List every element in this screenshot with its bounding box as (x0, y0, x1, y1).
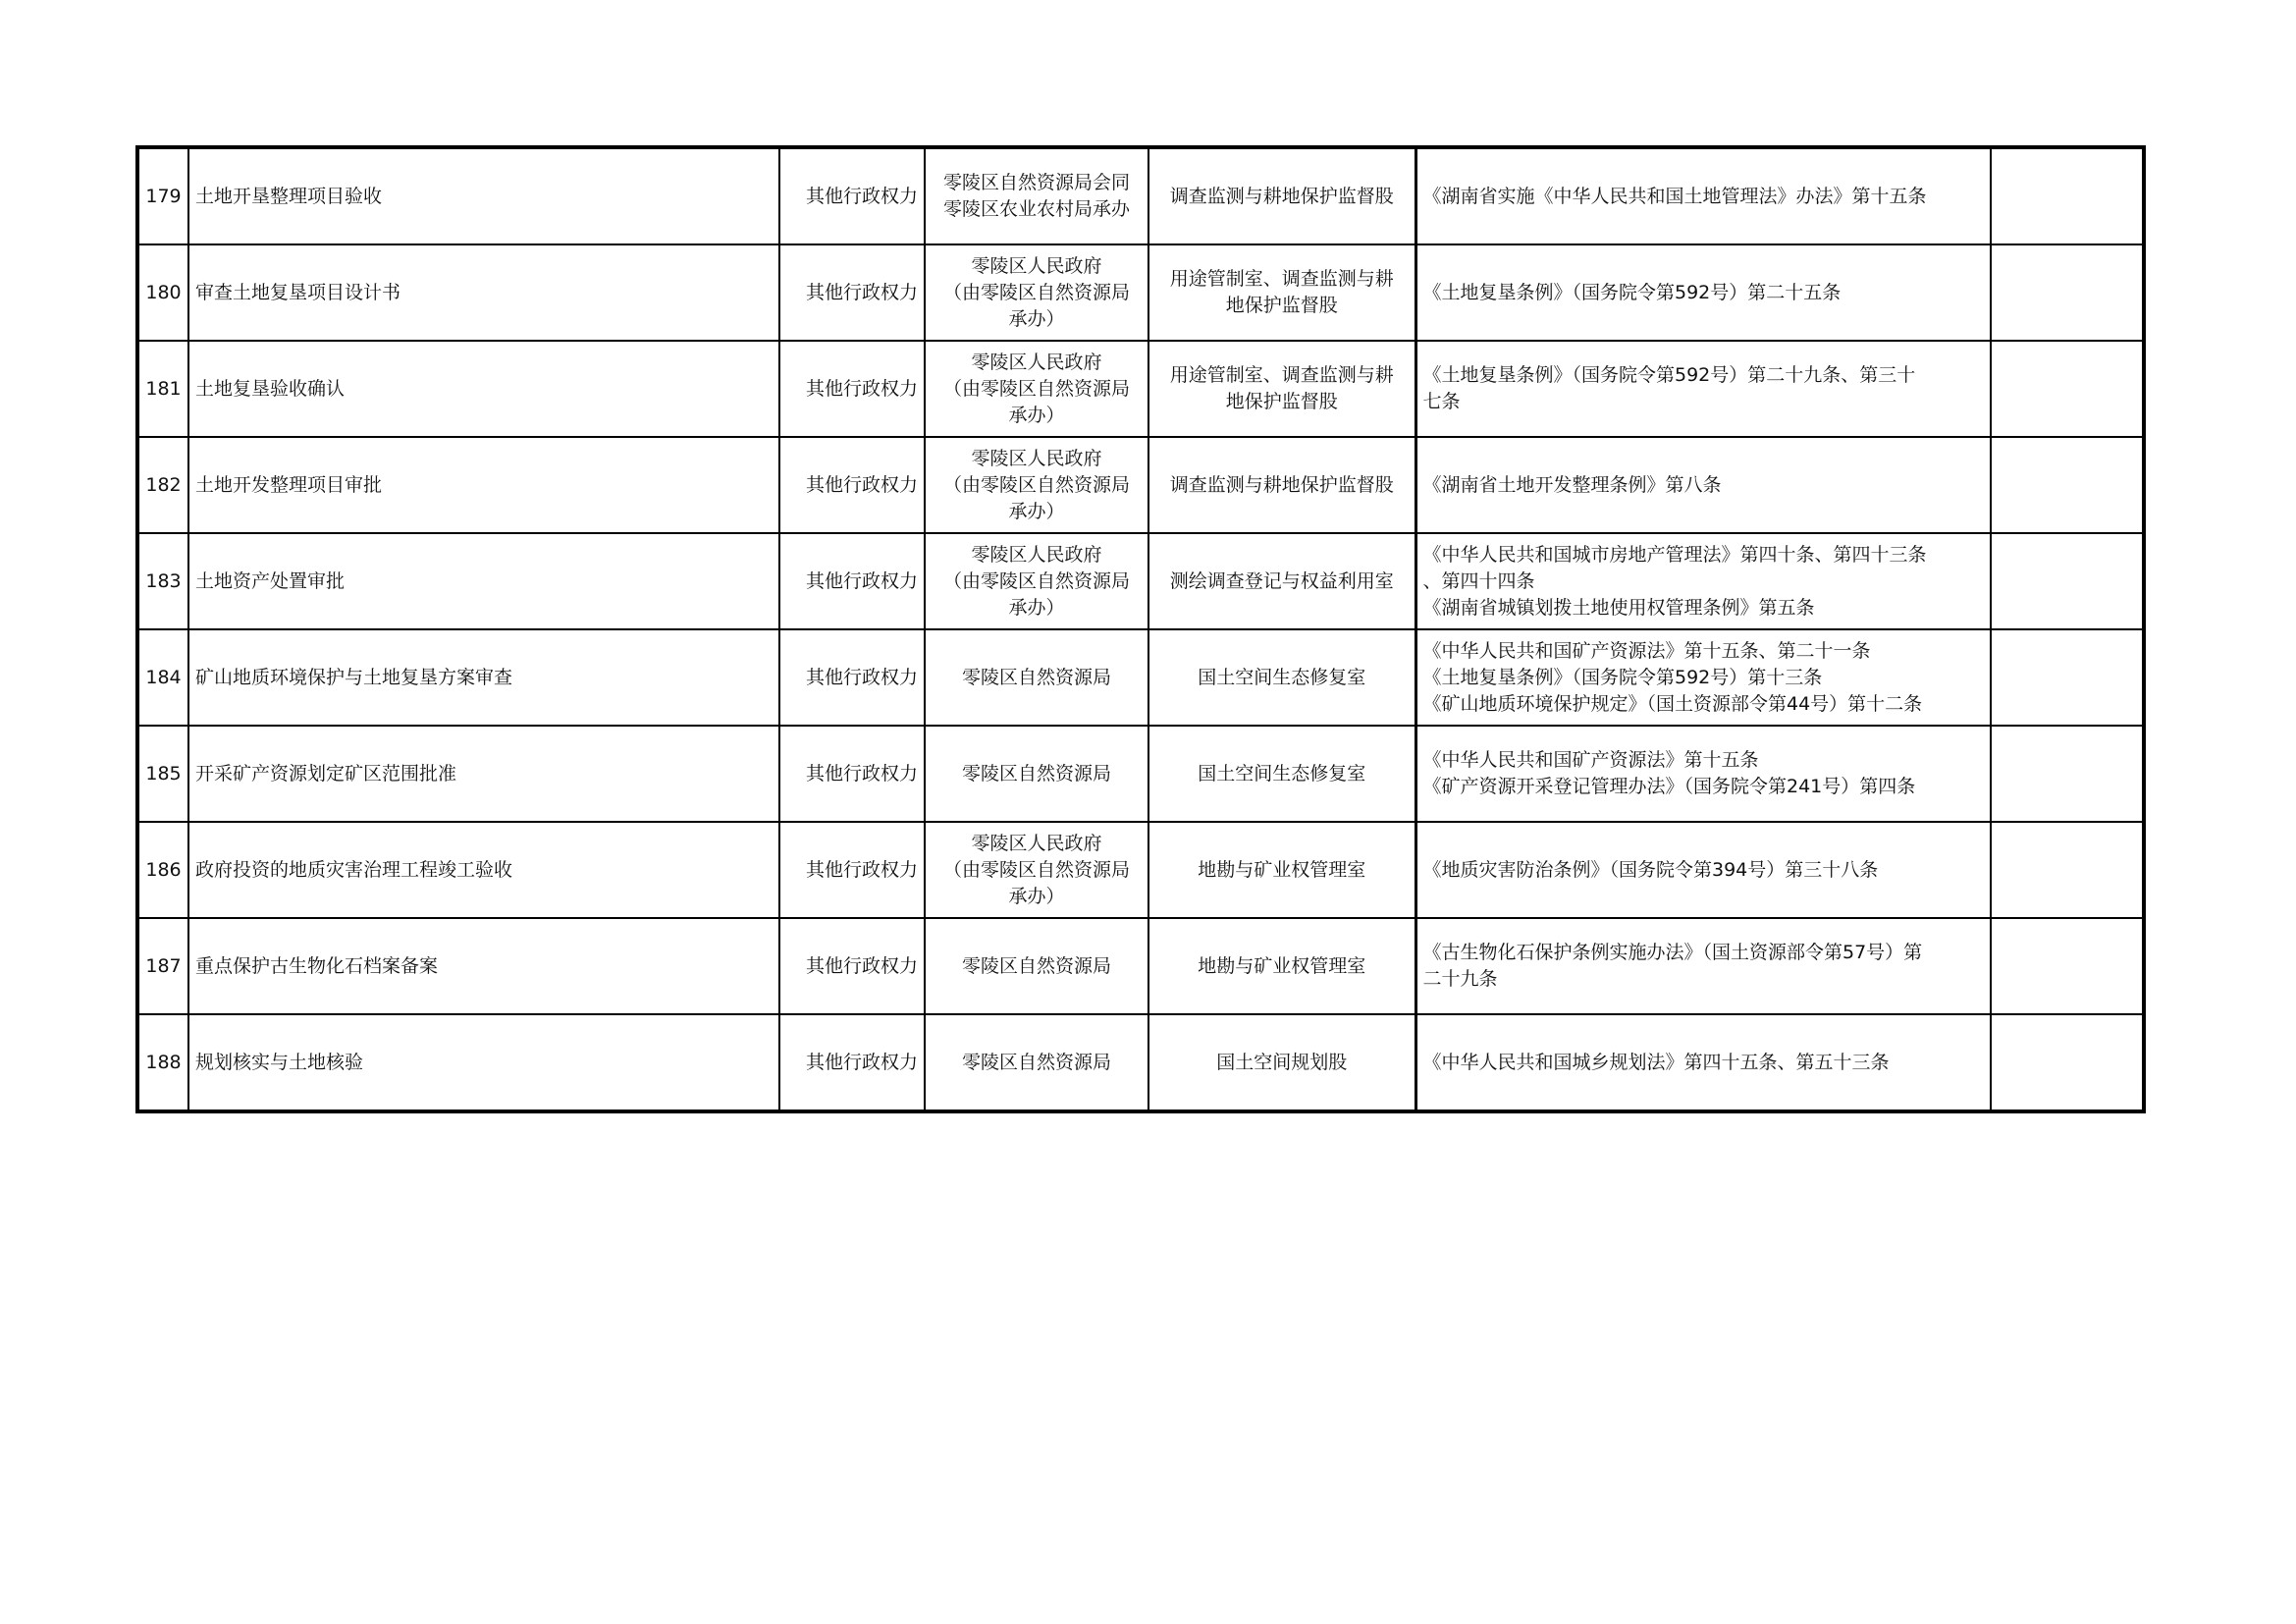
row-number: 181 (137, 341, 188, 437)
item-name: 土地开发整理项目审批 (188, 437, 779, 533)
handling-office: 调查监测与耕地保护监督股 (1148, 437, 1415, 533)
table-row (137, 918, 2144, 1014)
legal-basis: 《古生物化石保护条例实施办法》（国土资源部令第57号）第 二十九条 (1415, 918, 1991, 1014)
remarks (1991, 1014, 2144, 1111)
responsible-department: 零陵区自然资源局 (925, 918, 1148, 1014)
item-name: 土地复垦验收确认 (188, 341, 779, 437)
power-type: 其他行政权力 (779, 918, 925, 1014)
remarks (1991, 533, 2144, 629)
power-list-table (135, 145, 2146, 1113)
table-row (137, 147, 2144, 244)
power-type: 其他行政权力 (779, 726, 925, 822)
row-number: 184 (137, 629, 188, 726)
row-number: 183 (137, 533, 188, 629)
handling-office: 用途管制室、调查监测与耕 地保护监督股 (1148, 244, 1415, 341)
table-body (137, 147, 2144, 1111)
table-row (137, 244, 2144, 341)
power-type: 其他行政权力 (779, 629, 925, 726)
responsible-department: 零陵区人民政府 （由零陵区自然资源局 承办） (925, 533, 1148, 629)
handling-office: 国土空间生态修复室 (1148, 629, 1415, 726)
remarks (1991, 726, 2144, 822)
power-type: 其他行政权力 (779, 437, 925, 533)
handling-office: 国土空间生态修复室 (1148, 726, 1415, 822)
handling-office: 地勘与矿业权管理室 (1148, 822, 1415, 918)
row-number: 180 (137, 244, 188, 341)
row-number: 182 (137, 437, 188, 533)
power-type: 其他行政权力 (779, 341, 925, 437)
row-number: 188 (137, 1014, 188, 1111)
table-row (137, 437, 2144, 533)
remarks (1991, 341, 2144, 437)
table-row (137, 726, 2144, 822)
legal-basis: 《土地复垦条例》（国务院令第592号）第二十五条 (1415, 244, 1991, 341)
item-name: 矿山地质环境保护与土地复垦方案审查 (188, 629, 779, 726)
remarks (1991, 629, 2144, 726)
row-number: 187 (137, 918, 188, 1014)
legal-basis: 《中华人民共和国矿产资源法》第十五条 《矿产资源开采登记管理办法》（国务院令第241号）第四条 (1415, 726, 1991, 822)
handling-office: 测绘调查登记与权益利用室 (1148, 533, 1415, 629)
responsible-department: 零陵区自然资源局 (925, 726, 1148, 822)
power-type: 其他行政权力 (779, 822, 925, 918)
item-name: 政府投资的地质灾害治理工程竣工验收 (188, 822, 779, 918)
table-row (137, 822, 2144, 918)
item-name: 规划核实与土地核验 (188, 1014, 779, 1111)
remarks (1991, 822, 2144, 918)
legal-basis: 《中华人民共和国矿产资源法》第十五条、第二十一条 《土地复垦条例》（国务院令第592号）第十三条 《矿山地质环境保护规定》（国土资源部令第44号）第十二条 (1415, 629, 1991, 726)
row-number: 179 (137, 147, 188, 244)
legal-basis: 《中华人民共和国城乡规划法》第四十五条、第五十三条 (1415, 1014, 1991, 1111)
row-number: 186 (137, 822, 188, 918)
responsible-department: 零陵区自然资源局 (925, 1014, 1148, 1111)
table-row (137, 629, 2144, 726)
table-row (137, 1014, 2144, 1111)
handling-office: 地勘与矿业权管理室 (1148, 918, 1415, 1014)
handling-office: 用途管制室、调查监测与耕 地保护监督股 (1148, 341, 1415, 437)
responsible-department: 零陵区人民政府 （由零陵区自然资源局 承办） (925, 437, 1148, 533)
power-type: 其他行政权力 (779, 533, 925, 629)
legal-basis: 《中华人民共和国城市房地产管理法》第四十条、第四十三条 、第四十四条 《湖南省城镇划拨土地使用权管理条例》第五条 (1415, 533, 1991, 629)
power-type: 其他行政权力 (779, 147, 925, 244)
item-name: 土地资产处置审批 (188, 533, 779, 629)
handling-office: 调查监测与耕地保护监督股 (1148, 147, 1415, 244)
handling-office: 国土空间规划股 (1148, 1014, 1415, 1111)
item-name: 开采矿产资源划定矿区范围批准 (188, 726, 779, 822)
remarks (1991, 147, 2144, 244)
power-type: 其他行政权力 (779, 244, 925, 341)
power-type: 其他行政权力 (779, 1014, 925, 1111)
table-row (137, 533, 2144, 629)
legal-basis: 《湖南省土地开发整理条例》第八条 (1415, 437, 1991, 533)
responsible-department: 零陵区自然资源局 (925, 629, 1148, 726)
responsible-department: 零陵区自然资源局会同 零陵区农业农村局承办 (925, 147, 1148, 244)
responsible-department: 零陵区人民政府 （由零陵区自然资源局 承办） (925, 341, 1148, 437)
table-row (137, 341, 2144, 437)
legal-basis: 《土地复垦条例》（国务院令第592号）第二十九条、第三十 七条 (1415, 341, 1991, 437)
legal-basis: 《湖南省实施《中华人民共和国土地管理法》办法》第十五条 (1415, 147, 1991, 244)
item-name: 土地开垦整理项目验收 (188, 147, 779, 244)
remarks (1991, 244, 2144, 341)
item-name: 审查土地复垦项目设计书 (188, 244, 779, 341)
responsible-department: 零陵区人民政府 （由零陵区自然资源局 承办） (925, 244, 1148, 341)
row-number: 185 (137, 726, 188, 822)
remarks (1991, 918, 2144, 1014)
legal-basis: 《地质灾害防治条例》（国务院令第394号）第三十八条 (1415, 822, 1991, 918)
remarks (1991, 437, 2144, 533)
responsible-department: 零陵区人民政府 （由零陵区自然资源局 承办） (925, 822, 1148, 918)
item-name: 重点保护古生物化石档案备案 (188, 918, 779, 1014)
